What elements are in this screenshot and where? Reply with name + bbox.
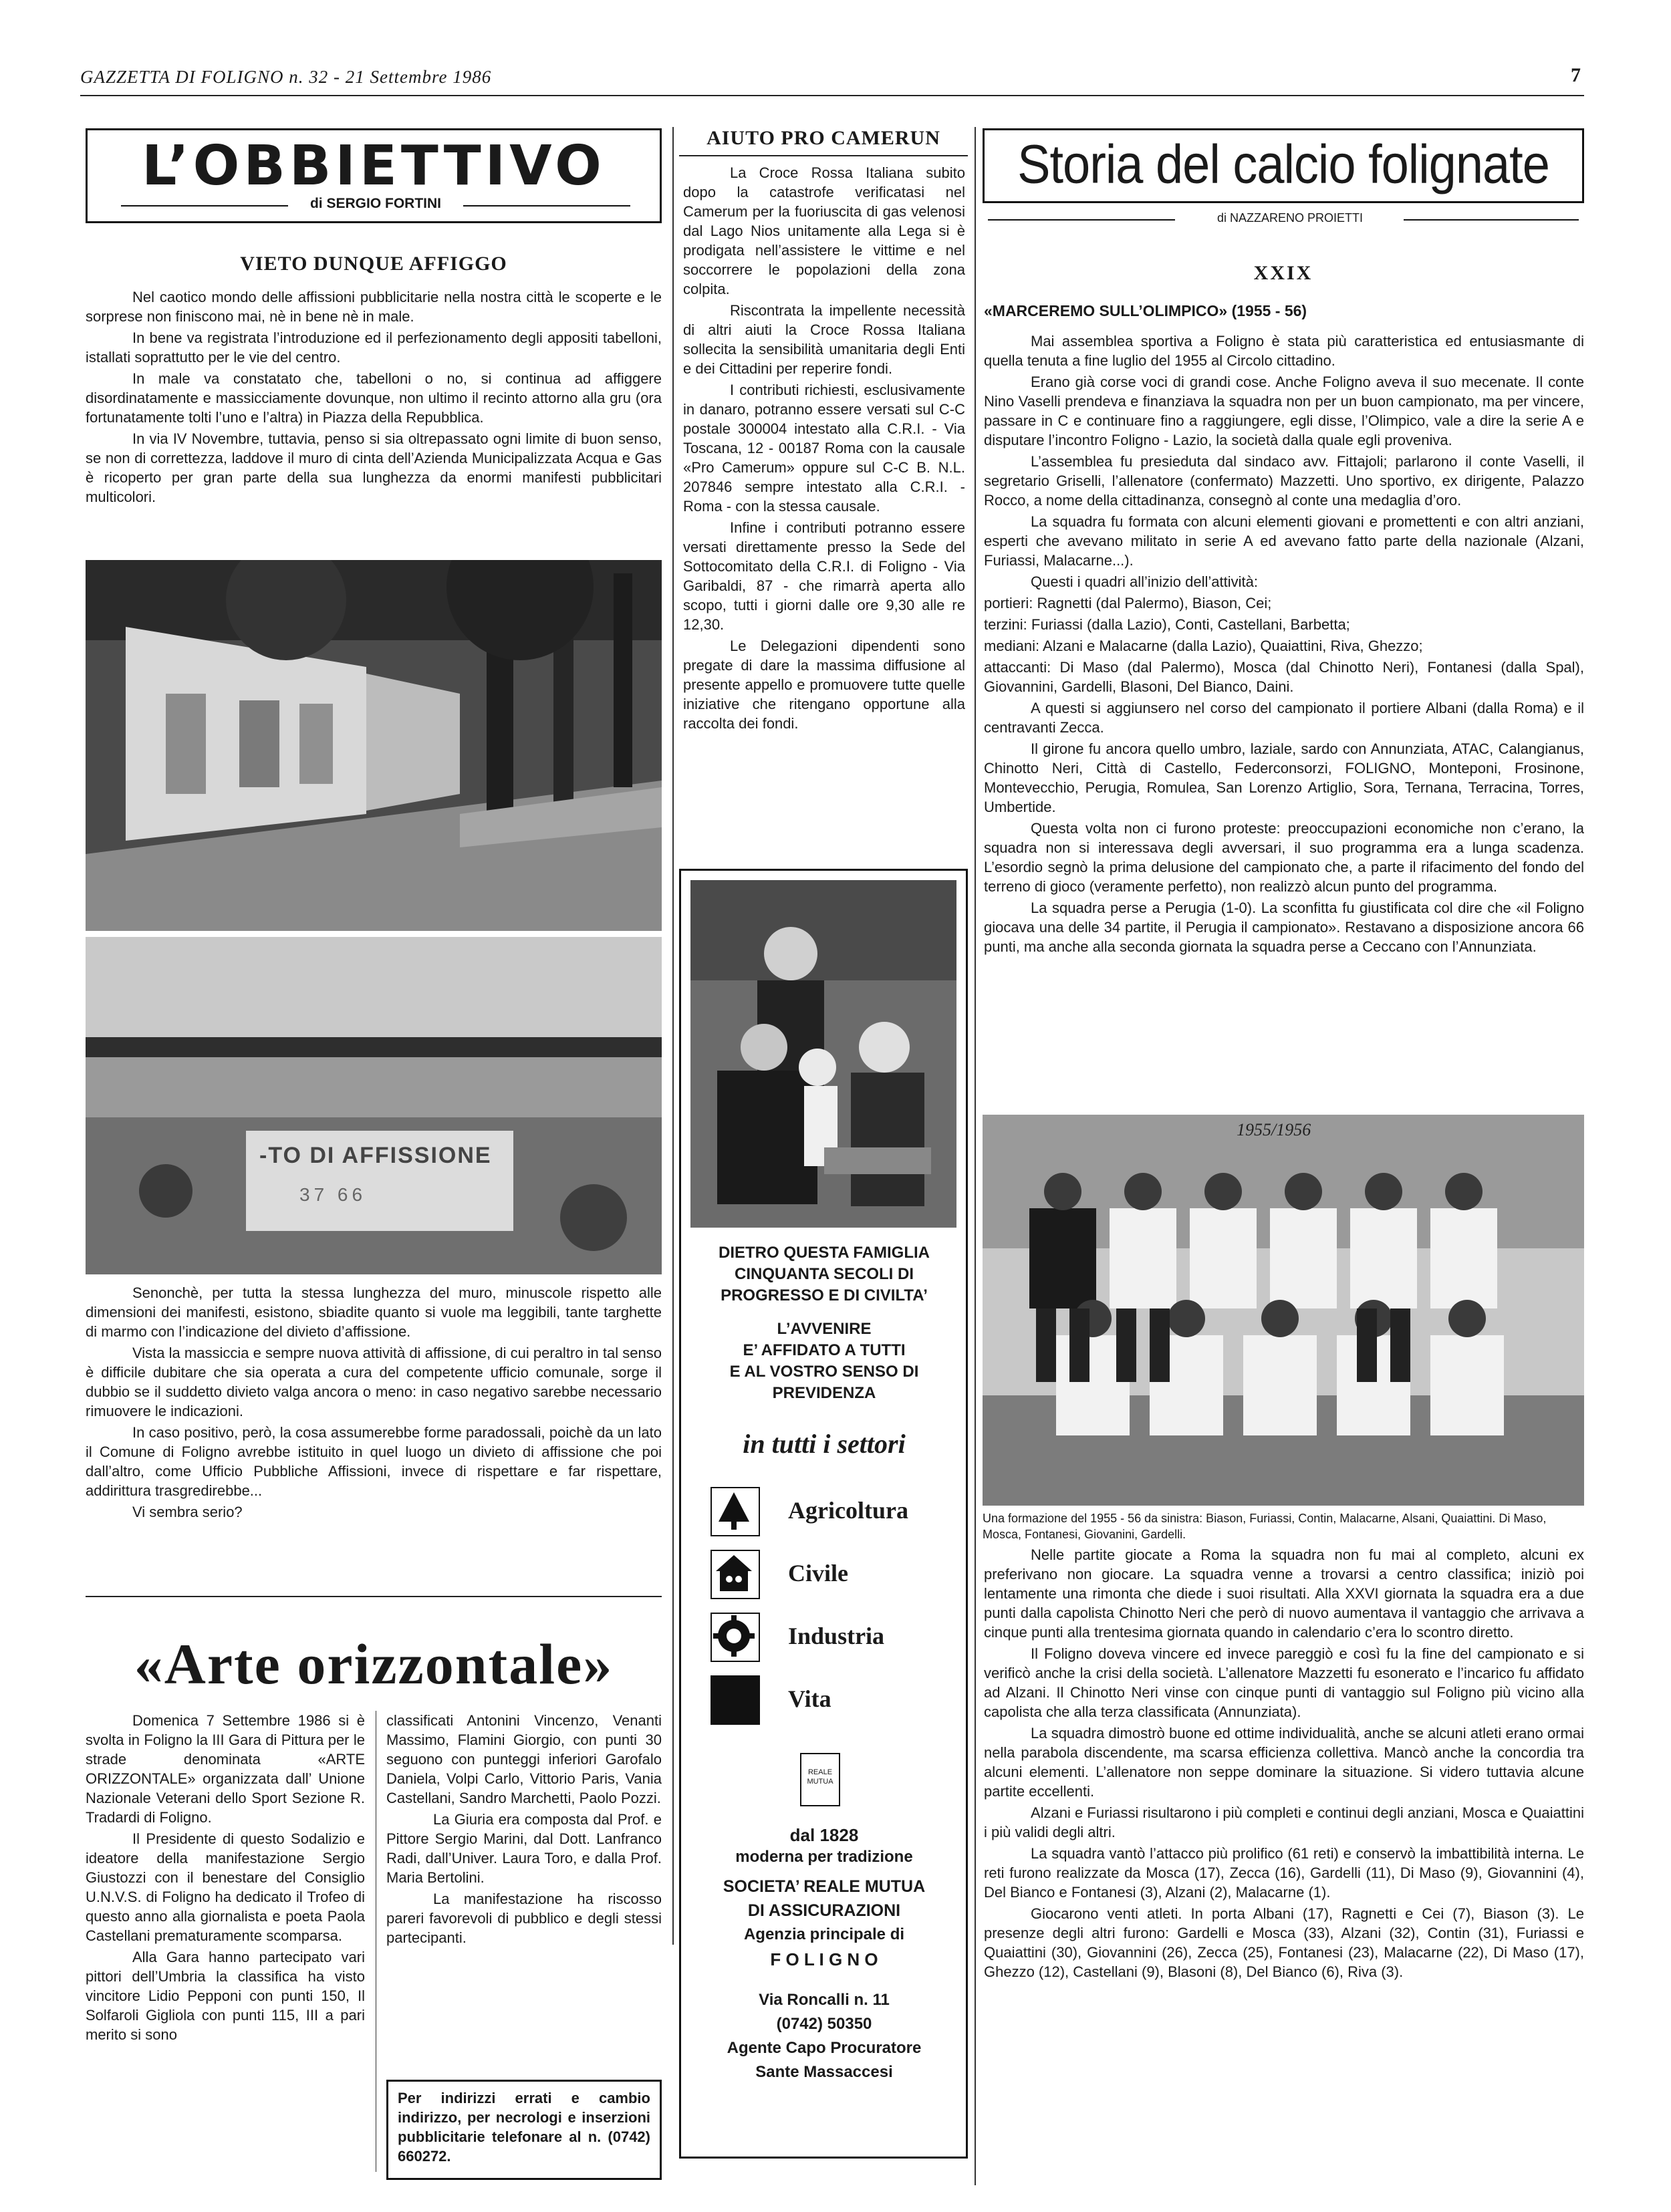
arte-paragraph: La Giuria era composta dal Prof. e Pittore Sergio Marini, dal Dott. Lanfranco Radi, dall’Univer. Laura Toro, e dalla Prof. Maria Bertolini. (386, 1811, 662, 1886)
obbiettivo-paragraph: Vista la massiccia e sempre nuova attività di affissione, di cui peraltro in tal senso è difficile dubitare che sia operata a cura del competente ufficio comunale, sorge il dubbio se il suddetto divieto valga ancora o meno: in caso negativo sarebbe necessario rimuovere le indicazioni. (86, 1345, 662, 1419)
page-number: 7 (1571, 64, 1581, 86)
sector-agricoltura: Agricoltura (788, 1497, 908, 1524)
storia-paragraph: Nelle partite giocate a Roma la squadra non fu mai al completo, alcuni ex preferivano non giocare. La squadra venne a trovarsi a centro classifica; iniziò poi lentamente una rimonta che diede i suoi risultati. Alla XXVI giornata la squadra era a due punti dalla capolista Chinotto Neri che però di nuovo aumentava il vantaggio che arrivava a cinque punti alla trentesima giornata quando in calendario c’era lo scontro diretto. (984, 1546, 1584, 1641)
sector-vita: Vita (788, 1685, 831, 1712)
ad-agency: Agenzia principale di (743, 1925, 905, 1943)
obbiettivo-paragraph: In male va constatato che, tabelloni o no, si continua ad affiggere disordinatamente e massicciamente dovunque, non ultimo il recinto attorno alla gru (ora fortunatamente tolti l’uno e l’altra) in Piazza della Repubblica. (86, 370, 662, 426)
roster-line: mediani: Alzani e Malacarne (dalla Lazio), Quaiattini, Riva, Ghezzo; (984, 638, 1423, 654)
storia-paragraph: Giocarono venti atleti. In porta Albani (17), Ragnetti e Cei (7), Biason (3). Le presenze degli altri furono: Gardelli e Mosca (33), Alzani (32), Contin (31), Furiassi e Quaiattini (30), Giovannini (26), Zecca (25), Fontanesi (23), Malacarne (22), Di Maso (17), Ghezzo (12), Castellani (9), Blasoni (8), Del Bianco (6), Riva (3). (984, 1905, 1584, 1980)
header-rule (80, 95, 1584, 96)
ad-line: E AL VOSTRO SENSO DI (729, 1363, 919, 1381)
obbiettivo-paragraph: In bene va registrata l’introduzione ed il perfezionamento degli appositi tabelloni, istallati soprattutto per le vie del centro. (86, 329, 662, 366)
ad-line: PREVIDENZA (772, 1384, 876, 1402)
aiuto-paragraph: I contributi richiesti, esclusivamente in danaro, potranno essere versati sul C-C postale 300004 intestato alla C.R.I. - Via Toscana, 12 - 00187 Roma con la causale «Pro Camerum» oppure sul C-C B. N.L. 207846 sempre intestato alla C.R.I. - Roma - con la stessa causale. (683, 382, 965, 515)
notice-box (386, 2080, 662, 2180)
obbiettivo-masthead: L’OBBIETTIVO (142, 134, 606, 198)
storia-chapter: XXIX (1253, 262, 1313, 284)
byline-rule-right (463, 205, 630, 206)
ad-text-block-2 (688, 1319, 960, 1404)
ad-line: DIETRO QUESTA FAMIGLIA (719, 1244, 930, 1262)
ad-agent-name: Sante Massaccesi (755, 2063, 893, 2081)
storia-paragraph: Alzani e Furiassi risultarono i più completi e continui degli anziani, Mosca e Quaiattini i più validi degli altri. (984, 1804, 1584, 1840)
poster-wall-illustration (86, 560, 662, 931)
ad-company-2: DI ASSICURAZIONI (747, 1901, 901, 1920)
obbiettivo-paragraph: In caso positivo, però, la cosa assumerebbe forme paradossali, poichè da un lato il Comune di Foligno avrebbe istituito in quel luogo un divieto di affissione che poi dall’altro, come Ufficio Pubbliche Affissioni, invece di rispettare e far rispettare, addirittura trasgredirebbe... (86, 1424, 662, 1499)
ad-agent-title: Agente Capo Procuratore (727, 2039, 922, 2057)
obbiettivo-headline: VIETO DUNQUE AFFIGGO (240, 253, 507, 275)
storia-paragraph: L’assemblea fu presieduta dal sindaco avv. Fittajoli; parlarono il conte Vaselli, il segretario Griselli, l’allenatore (confermato) Mazzetti. Uno sportivo, ex dirigente, Palazzo Rocco, a nome della cittadinanza, consegnò al conte una medaglia d’oro. (984, 453, 1584, 509)
ad-phone: (0742) 50350 (776, 2015, 872, 2033)
storia-byline: di NAZZARENO PROIETTI (1216, 211, 1364, 225)
storia-paragraph: Mai assemblea sportiva a Foligno è stata più caratteristica ed entusiasmante di quella tenuta a fine luglio del 1955 al Circolo cittadino. (984, 333, 1584, 369)
plaque-text: -TO DI AFFISSIONE (259, 1143, 492, 1168)
arte-column-2 (386, 1711, 662, 1949)
photo-poster-wall (86, 560, 662, 931)
ad-tagline: in tutti i settori (743, 1429, 906, 1459)
arte-paragraph: classificati Antonini Vincenzo, Venanti Massimo, Flamini Giorgio, con punti 30 seguono con punteggi inferiori Garofalo Daniela, Volpi Carlo, Vittorio Paris, Vania Castellani, Sandro Marchetti, Paolo Pozzi. (386, 1712, 662, 1806)
ad-line: PROGRESSO E DI CIVILTA’ (721, 1286, 928, 1304)
storia-body-2 (984, 1545, 1584, 1983)
aiuto-paragraph: Riscontrata la impellente necessità di altri aiuti la Croce Rossa Italiana sollecita la sensibilità umanitaria degli Enti e dei Cittadini per reperire fondi. (683, 302, 965, 377)
storia-paragraph: La squadra fu formata con alcuni elementi giovani e promettenti e con altri anziani, esperti che avevano militato in serie A ed avevano fatto parte della nazionale (Alzani, Furiassi, Malacarne...). (984, 513, 1584, 569)
notice-text: Per indirizzi errati e cambio indirizzo, per necrologi e inserzioni pubblicitarie telefonare al n. (0742) 660272. (398, 2090, 650, 2165)
storia-paragraph: Il Foligno doveva vincere ed invece pareggiò e così fu la fine del campionato e si verificò anche la crisi della società. L’allenatore Mazzetti fu esonerato e l’incarico fu affidato ad Alzani. Il Chinotto Neri vinse con cinque punti di vantaggio sul Foligno più vicino alla capolista che alla terza classificata (Annunziata). (984, 1645, 1584, 1720)
byline-rule-left (121, 205, 288, 206)
storia-masthead-box (983, 128, 1584, 203)
tree-icon (711, 1487, 760, 1536)
aiuto-paragraph: Infine i contributi potranno essere versati direttamente presso la Sede del Sottocomitato della C.R.I. di Foligno - Via Garibaldi, 87 - che rimarrà aperta allo scopo, tutti i giorni dalle ore 9,30 alle re 12,30. (683, 519, 965, 633)
aiuto-paragraph: Le Delegazioni dipendenti sono pregate di dare la massima diffusione al presente appello e promuovere tutte quelle iniziative che ritengano opportune alla raccolta dei fondi. (683, 638, 965, 732)
arte-column-1 (86, 1711, 365, 2046)
sector-civile: Civile (788, 1560, 848, 1586)
storia-paragraph: La squadra vantò l’attacco più prolifico (61 reti) e conservò la imbattibilità interna. Le reti furono realizzate da Mosca (17), Zecca (16), Gardelli (11), Di Maso (9), Giovannini (4), Del Bianco e Fontanesi (3), Alzani (2), Malacarne (1). (984, 1845, 1584, 1901)
ad-line: CINQUANTA SECOLI DI (735, 1265, 914, 1283)
photo-marble-plaque (86, 937, 662, 1274)
storia-subtitle: «MARCEREMO SULL’OLIMPICO» (1955 - 56) (984, 302, 1307, 319)
arte-paragraph: Il Presidente di questo Sodalizio e ideatore della manifestazione Sergio Giustozzi con il benestare del Consiglio U.N.V.S. di Foligno ha dedicato il Trofeo di questo anno alla giornalista e poeta Paola Castellani prematuramente scomparsa. (86, 1830, 365, 1944)
roster-line: attaccanti: Di Maso (dal Palermo), Mosca (dal Chinotto Neri), Fontanesi (dalla Spal), Giovannini, Gardelli, Blasoni, Del Bianco, Daini. (984, 659, 1584, 695)
ad-line: E’ AFFIDATO A TUTTI (743, 1341, 906, 1359)
roster-line: portieri: Ragnetti (dal Palermo), Biason, Cei; (984, 595, 1272, 611)
gear-icon (711, 1613, 760, 1662)
obbiettivo-paragraph: In via IV Novembre, tuttavia, penso si sia oltrepassato ogni limite di buon senso, se non di correttezza, laddove il muro di cinta dell’Azienda Municipalizzata Acqua e Gas è ricoperto per gran parte della sua lunghezza da enormi manifesti pubblicitari multicolori. (86, 430, 662, 505)
arte-paragraph: La manifestazione ha riscosso pareri favorevoli di pubblico e degli stessi partecipanti. (386, 1891, 662, 1946)
ad-address: Via Roncalli n. 11 (759, 1991, 890, 2009)
arte-paragraph: Domenica 7 Settembre 1986 si è svolta in Foligno la III Gara di Pittura per le strade denominata «ARTE ORIZZONTALE» organizzata dall’ Unione Nazionale Veterani dello Sport Sezione R. Tradardi di Foligno. (86, 1712, 365, 1826)
obbiettivo-end-rule (86, 1596, 662, 1597)
photo-handwritten-date: 1955/1956 (1237, 1120, 1311, 1139)
storia-paragraph: Il girone fu ancora quello umbro, laziale, sardo con Annunziata, ATAC, Calangianus, Chinotto Neri, Città di Castello, Federconsorzi, FOLIGNO, Monteponi, Frosinone, Montevecchio, Perugia, Romulea, San Lorenzo Artiglio, Sora, Ternana, Terracina, Torres, Umbertide. (984, 740, 1584, 815)
storia-byline-rule-right (1404, 219, 1579, 221)
ad-text-block-1 (688, 1242, 960, 1306)
obbiettivo-paragraph: Vi sembra serio? (132, 1504, 243, 1520)
column-rule-1 (672, 127, 674, 1945)
family-illustration (690, 880, 956, 1228)
reale-mutua-logo: REALE MUTUA (800, 1753, 840, 1806)
storia-paragraph: Erano già corse voci di grandi cose. Anche Foligno aveva il suo mecenate. Il conte Nino Vaselli prendeva e finanziava la squadra non per un buon campionato, ma per vincere, passare in C e continuare fino a raggiungere, egli disse, l’Olimpico, vale a dire la serie A e disputare l’incontro Foligno - Lazio, la società dalla quale egli proveniva. (984, 374, 1584, 448)
team-photo (983, 1115, 1584, 1506)
storia-paragraph: Questi i quadri all’inizio dell’attività: (1031, 573, 1258, 590)
storia-masthead: Storia del calcio folignate (1017, 133, 1549, 195)
ad-motto: moderna per tradizione (735, 1848, 913, 1866)
insurance-ad (679, 869, 968, 2159)
team-photo-caption: Una formazione del 1955 - 56 da sinistra: Biason, Furiassi, Contin, Malacarne, Alsani, Quaiattini. Di Maso, Mosca, Fontanesi, Giovanini, Gardelli. (983, 1512, 1547, 1541)
column-rule-2 (975, 127, 976, 2185)
ad-family-photo (690, 880, 956, 1228)
ad-line: L’AVVENIRE (777, 1320, 872, 1338)
storia-paragraph: Questa volta non ci furono proteste: preoccupazioni economiche non c’erano, la squadra non si interessava degli avversari, il suo programma era a lunga scadenza. L’esordio segnò la prima delusione del campionato che, a parte il rifacimento del fondo del terreno di gioco (veramente perfetto), non realizzò alcun punto del programma. (984, 820, 1584, 895)
aiuto-body (683, 163, 965, 735)
aiuto-rule (679, 155, 968, 156)
ad-company-1: SOCIETA’ REALE MUTUA (723, 1877, 926, 1896)
obbiettivo-masthead-box (86, 128, 662, 223)
house-family-icon (711, 1550, 760, 1599)
arte-headline: «Arte orizzontale» (134, 1632, 614, 1696)
storia-paragraph: La squadra perse a Perugia (1-0). La sconfitta fu giustificata col dire che «il Foligno giocava una delle 34 partite, il Perugia il campionato». Restavano a disposizione ancora 66 punti, ma anche alla seconda giornata la squadra perse a Ceccano con l’Annunziata. (984, 900, 1584, 955)
obbiettivo-byline: di SERGIO FORTINI (309, 196, 441, 211)
storia-paragraph: La squadra dimostrò buone ed ottime individualità, anche se alcuni atleti erano ormai nella parabola discendente, ma scarsa efficienza collettiva. Mancò anche la concordia tra alcuni elementi. L’allenatore non seppe dominare la situazione. Si videro tuttavia alcune partite eccellenti. (984, 1725, 1584, 1800)
obbiettivo-paragraph: Nel caotico mondo delle affissioni pubblicitarie nella nostra città le scoperte e le sorprese non finiscono mai, nè in bene nè in male. (86, 289, 662, 325)
ad-since: dal 1828 (789, 1825, 859, 1845)
life-icon (711, 1675, 760, 1725)
sector-industria: Industria (788, 1623, 885, 1649)
storia-byline-rule-left (988, 219, 1175, 221)
ad-city: F O L I G N O (770, 1949, 878, 1969)
obbiettivo-body-2 (86, 1283, 662, 1524)
obbiettivo-body (86, 287, 662, 509)
arte-paragraph: Alla Gara hanno partecipato vari pittori dell’Umbria la classifica ha visto vincitore Lidio Pepponi con punti 150, Il Solfaroli Gigliola con punti 115, III a pari merito si sono (86, 1949, 365, 2043)
storia-body-1 (984, 331, 1584, 958)
obbiettivo-paragraph: Senonchè, per tutta la stessa lunghezza del muro, minuscole rispetto alle dimensioni dei manifesti, esistono, sbiadite quanto si vuole ma leggibili, tante targhette di marmo con l’indicazione del divieto d’affissione. (86, 1284, 662, 1340)
team-illustration (983, 1115, 1584, 1506)
plaque-wall-illustration (86, 937, 662, 1274)
roster-line: terzini: Furiassi (dalla Lazio), Conti, Castellani, Barbetta; (984, 616, 1350, 633)
plaque-number: 37 66 (299, 1184, 367, 1205)
page-header-title: GAZZETTA DI FOLIGNO n. 32 - 21 Settembre 1986 (80, 67, 492, 87)
aiuto-paragraph: La Croce Rossa Italiana subito dopo la catastrofe verificatasi nel Camerum per la fuoriuscita di gas velenosi dal Lago Nios unitamente alla Lega si è prodigata nell’assistere le vittime e nel soccorrere le popolazioni della zona colpita. (683, 164, 965, 297)
aiuto-headline: AIUTO PRO CAMERUN (706, 127, 940, 149)
storia-paragraph: A questi si aggiunsero nel corso del campionato il portiere Albani (dalla Roma) e il centravanti Zecca. (984, 700, 1584, 736)
